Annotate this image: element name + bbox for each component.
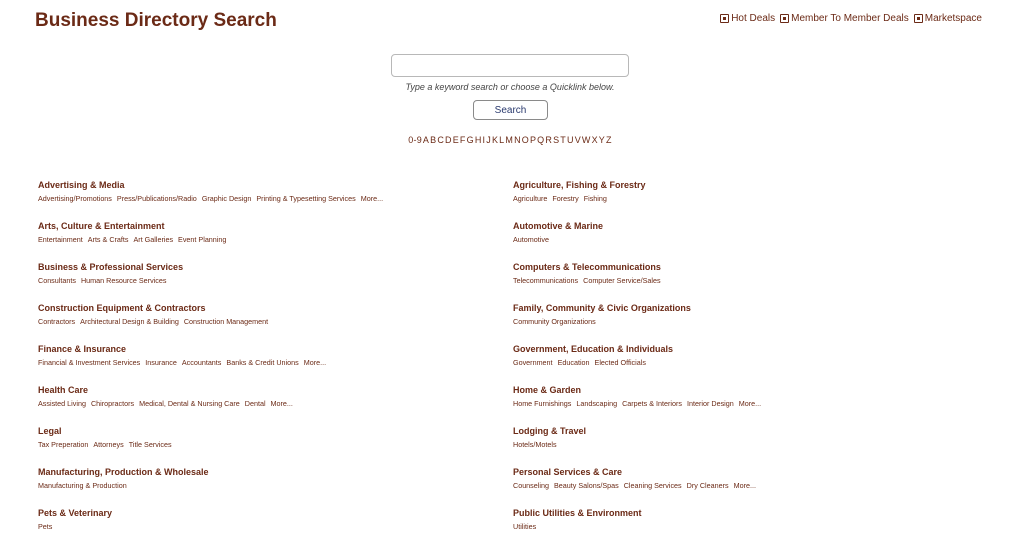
subcategory-link[interactable]: Attorneys [93,440,124,449]
category-title-link[interactable]: Personal Services & Care [513,467,623,477]
subcategory-link[interactable]: Automotive [513,235,549,244]
search-input[interactable] [391,54,629,77]
subcategory-list [513,317,988,326]
subcategory-list [38,235,513,244]
category-title-link[interactable]: Lodging & Travel [513,426,587,436]
subcategory-link[interactable]: Financial & Investment Services [38,358,141,367]
category-block [38,467,513,508]
category-title-link[interactable]: Computers & Telecommunications [513,262,661,272]
member-deals-label: Member To Member Deals [791,13,909,24]
alpha-link[interactable]: T [560,135,566,145]
category-title-link[interactable]: Arts, Culture & Entertainment [38,221,165,231]
hot-deals-link[interactable] [720,13,775,24]
category-block [513,344,988,385]
category-title-link[interactable]: Health Care [38,385,89,395]
subcategory-link[interactable]: Consultants [38,276,76,285]
category-title-link[interactable]: Construction Equipment & Contractors [38,303,206,313]
subcategory-link[interactable]: Chiropractors [90,399,135,408]
alpha-link[interactable]: J [486,135,491,145]
category-block [513,467,988,508]
subcategory-link[interactable]: Agriculture [513,194,548,203]
alpha-link[interactable]: V [574,135,581,145]
category-block [38,262,513,303]
category-block [38,508,513,541]
subcategory-link[interactable]: Pets [38,522,53,531]
alpha-link[interactable]: R [545,135,553,145]
marketspace-label: Marketspace [924,13,982,24]
marketspace-link[interactable] [914,13,982,24]
alpha-link[interactable]: E [452,135,459,145]
subcategory-link[interactable]: Elected Officials [594,358,646,367]
alpha-link[interactable]: U [566,135,574,145]
category-title-link[interactable]: Advertising & Media [38,180,125,190]
subcategory-list [513,440,988,449]
alpha-link[interactable]: G [466,135,474,145]
category-title-link[interactable]: Home & Garden [513,385,582,395]
alpha-link[interactable]: Z [606,135,612,145]
hot-deals-label: Hot Deals [731,13,776,24]
page-title: Business Directory Search [35,10,277,31]
category-block [38,385,513,426]
alpha-link[interactable]: I [482,135,486,145]
deals-icon [720,14,729,23]
category-block [38,221,513,262]
subcategory-link[interactable]: Arts & Crafts [87,235,129,244]
subcategory-link[interactable]: Press/Publications/Radio [116,194,197,203]
category-title-link[interactable]: Pets & Veterinary [38,508,113,518]
subcategory-link[interactable]: Insurance [145,358,177,367]
subcategory-link[interactable]: Counseling [513,481,549,490]
subcategory-list [513,399,988,408]
subcategory-link[interactable]: Graphic Design [201,194,252,203]
category-title-link[interactable]: Government, Education & Individuals [513,344,674,354]
alpha-link[interactable]: L [499,135,505,145]
subcategory-link[interactable]: Government [513,358,553,367]
alpha-link[interactable]: M [505,135,514,145]
subcategory-link[interactable]: Construction Management [183,317,269,326]
subcategory-link[interactable]: Carpets & Interiors [622,399,683,408]
category-block [38,180,513,221]
category-title-link[interactable]: Manufacturing, Production & Wholesale [38,467,209,477]
alphabet-quicklinks [0,135,1020,145]
subcategory-link[interactable]: Medical, Dental & Nursing Care [139,399,240,408]
subcategory-link[interactable]: Event Planning [178,235,227,244]
search-button[interactable]: Search [473,100,548,120]
category-grid [38,180,998,541]
subcategory-link[interactable]: Assisted Living [38,399,86,408]
search-hint: Type a keyword search or choose a Quicklink below. [405,82,615,92]
member-deals-link[interactable] [780,13,909,24]
header-links [720,13,982,24]
subcategory-link[interactable]: Fishing [583,194,607,203]
subcategory-link[interactable]: Dry Cleaners [686,481,729,490]
subcategory-link[interactable]: Beauty Salons/Spas [553,481,619,490]
subcategory-link[interactable]: Advertising/Promotions [38,194,112,203]
alpha-link[interactable]: O [521,135,529,145]
subcategory-link[interactable]: Entertainment [38,235,83,244]
alpha-link[interactable]: C [437,135,445,145]
category-block [38,344,513,385]
subcategory-list [38,522,513,531]
subcategory-link[interactable]: Computer Service/Sales [583,276,661,285]
subcategory-link[interactable]: Art Galleries [133,235,174,244]
subcategory-list [513,481,988,490]
category-block [38,303,513,344]
category-block [513,180,988,221]
alpha-link[interactable]: X [591,135,598,145]
subcategory-list [513,235,988,244]
subcategory-link[interactable]: Tax Preperation [38,440,89,449]
alpha-link[interactable]: Y [598,135,605,145]
category-title-link[interactable]: Public Utilities & Environment [513,508,642,518]
category-block [513,303,988,344]
subcategory-link[interactable]: Education [557,358,590,367]
category-block [513,221,988,262]
category-title-link[interactable]: Agriculture, Fishing & Forestry [513,180,646,190]
category-block [38,426,513,467]
subcategory-list [38,440,513,449]
subcategory-link[interactable]: Title Services [128,440,172,449]
store-icon [914,14,923,23]
category-title-link[interactable]: Finance & Insurance [38,344,127,354]
more-link[interactable]: More... [360,194,384,203]
alpha-link[interactable]: S [553,135,560,145]
alpha-link[interactable]: 0-9 [408,135,422,145]
subcategory-link[interactable]: Printing & Typesetting Services [256,194,356,203]
more-link[interactable]: More... [303,358,327,367]
subcategory-list [38,481,513,490]
subcategory-link[interactable]: Hotels/Motels [513,440,557,449]
subcategory-link[interactable]: Utilities [513,522,537,531]
subcategory-link[interactable]: Landscaping [576,399,618,408]
subcategory-link[interactable]: Telecommunications [513,276,579,285]
alpha-link[interactable]: B [430,135,437,145]
subcategory-link[interactable]: Human Resource Services [80,276,167,285]
subcategory-list [513,358,988,367]
alpha-link[interactable]: Q [537,135,545,145]
alpha-link[interactable]: P [529,135,537,145]
subcategory-link[interactable]: Cleaning Services [623,481,682,490]
alpha-link[interactable]: A [422,135,430,145]
subcategory-link[interactable]: Home Furnishings [513,399,572,408]
subcategory-list [38,358,513,367]
subcategory-link[interactable]: Community Organizations [513,317,596,326]
subcategory-link[interactable]: Banks & Credit Unions [226,358,299,367]
alpha-link[interactable]: K [491,135,499,145]
category-title-link[interactable]: Family, Community & Civic Organizations [513,303,691,313]
subcategory-list [513,276,988,285]
category-title-link[interactable]: Business & Professional Services [38,262,184,272]
handshake-icon [780,14,789,23]
alpha-link[interactable]: W [581,135,591,145]
subcategory-list [513,522,988,531]
subcategory-link[interactable]: Architectural Design & Building [80,317,179,326]
category-block [513,385,988,426]
subcategory-link[interactable]: Forestry [552,194,579,203]
category-block [513,508,988,541]
subcategory-link[interactable]: Dental [244,399,266,408]
subcategory-list [38,399,513,408]
subcategory-list [38,276,513,285]
subcategory-list [513,194,988,203]
alpha-link[interactable]: N [514,135,521,145]
category-block [513,426,988,467]
subcategory-list [38,317,513,326]
subcategory-link[interactable]: Interior Design [687,399,734,408]
subcategory-link[interactable]: Contractors [38,317,76,326]
subcategory-link[interactable]: Accountants [181,358,222,367]
subcategory-link[interactable]: Manufacturing & Production [38,481,127,490]
category-block [513,262,988,303]
alpha-link[interactable]: H [474,135,482,145]
more-link[interactable]: More... [270,399,293,408]
more-link[interactable]: More... [733,481,756,490]
more-link[interactable]: More... [738,399,762,408]
subcategory-list [38,194,513,203]
category-title-link[interactable]: Legal [38,426,62,436]
alpha-link[interactable]: F [459,135,466,145]
category-title-link[interactable]: Automotive & Marine [513,221,604,231]
alpha-link[interactable]: D [445,135,452,145]
